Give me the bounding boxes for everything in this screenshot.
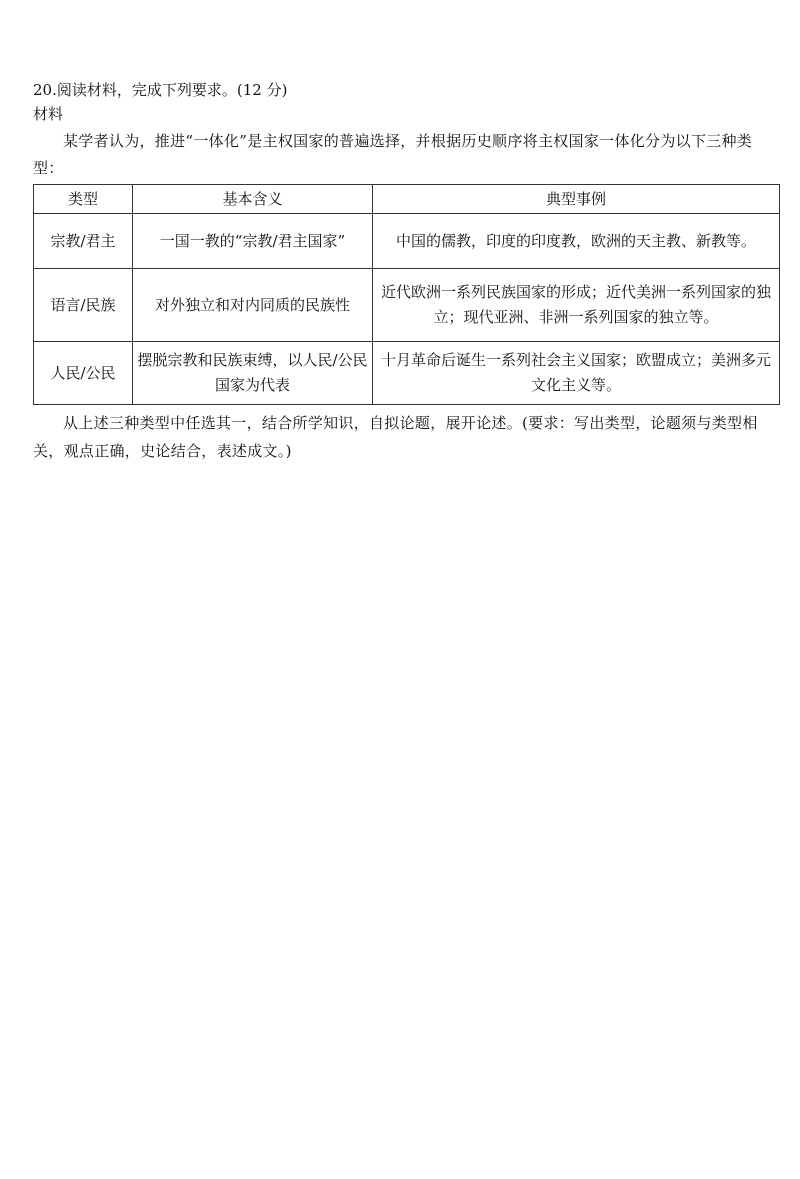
material-intro: 某学者认为，推进“一体化”是主权国家的普遍选择，并根据历史顺序将主权国家一体化分为以下三种类型：: [33, 132, 753, 177]
material-label: 材料: [33, 105, 64, 123]
table-row: [34, 269, 780, 342]
question-page: [33, 78, 780, 465]
table-row: [34, 214, 780, 269]
table-row: [34, 342, 780, 405]
type-cell: 宗教/君主: [34, 214, 133, 269]
type-cell: 人民/公民: [34, 342, 133, 405]
integration-types-table: [33, 184, 780, 405]
meaning-cell: 一国一教的“宗教/君主国家”: [133, 214, 373, 269]
meaning-cell: 对外独立和对内同质的民族性: [133, 269, 373, 342]
type-cell: 语言/民族: [34, 269, 133, 342]
example-cell: 十月革命后诞生一系列社会主义国家；欧盟成立；美洲多元文化主义等。: [373, 342, 780, 405]
header-meaning: 基本含义: [133, 185, 373, 214]
header-type: 类型: [34, 185, 133, 214]
meaning-cell: 摆脱宗教和民族束缚，以人民/公民国家为代表: [133, 342, 373, 405]
example-cell: 近代欧洲一系列民族国家的形成；近代美洲一系列国家的独立；现代亚洲、非洲一系列国家的独立等。: [373, 269, 780, 342]
example-cell: 中国的儒教，印度的印度教，欧洲的天主教、新教等。: [373, 214, 780, 269]
question-title: 20.阅读材料，完成下列要求。(12 分): [33, 81, 288, 99]
task-instructions: 从上述三种类型中任选其一，结合所学知识，自拟论题，展开论述。(要求：写出类型，论题须与类型相关，观点正确，史论结合，表述成文。): [33, 414, 758, 460]
table-header-row: [34, 185, 780, 214]
header-example: 典型事例: [373, 185, 780, 214]
